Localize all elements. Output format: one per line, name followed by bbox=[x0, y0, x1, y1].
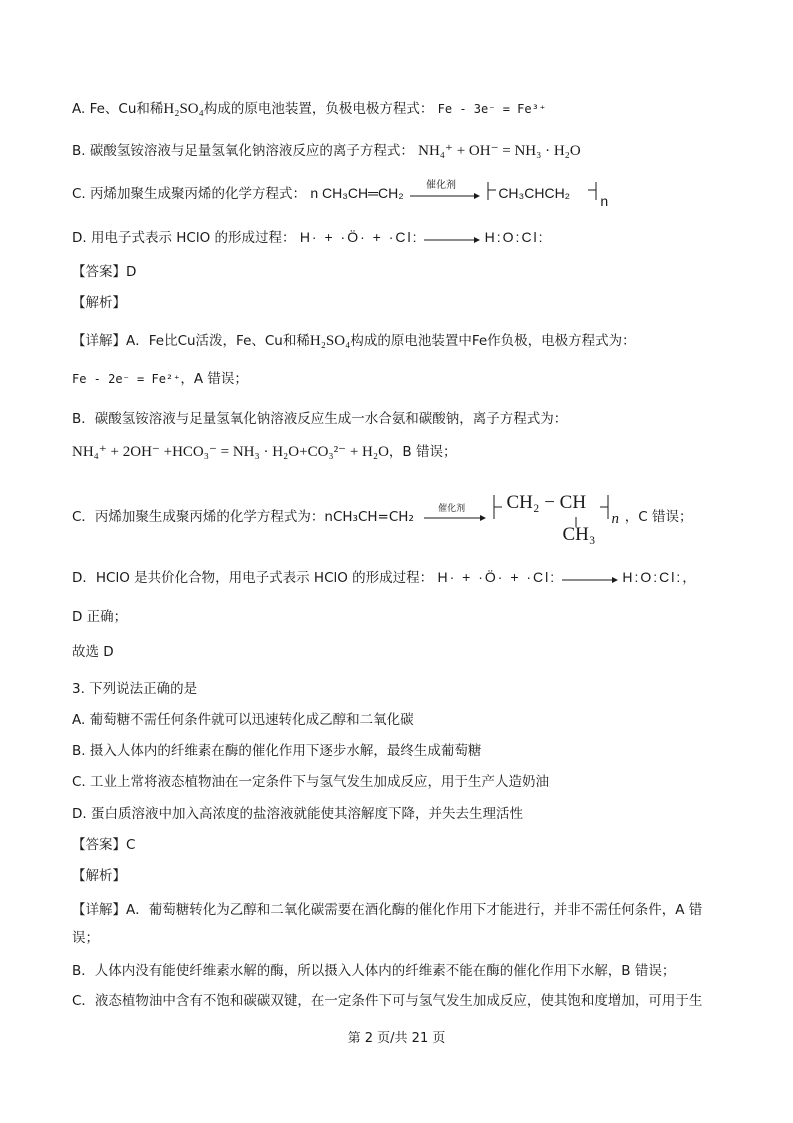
q3-question: 3. 下列说法正确的是 bbox=[72, 681, 198, 697]
option-c: C. 丙烯加聚生成聚丙烯的化学方程式： n CH₃CH═CH₂ 催化剂 CH₃CHCH₂ n bbox=[72, 182, 612, 206]
option-b: B. 碳酸氢铵溶液与足量氢氧化钠溶液反应的离子方程式： NH₄⁺ + OH⁻ = NH₃ · H₂O bbox=[72, 143, 581, 159]
detail-a-equation: Fe - 2e⁻ = Fe²⁺，A 错误； bbox=[72, 371, 248, 387]
q3-option-b: B. 摄入人体内的纤维素在酶的催化作用下逐步水解，最终生成葡萄糖 bbox=[72, 743, 482, 759]
equation-b: NH₄⁺ + OH⁻ = NH₃ · H₂O bbox=[418, 143, 581, 159]
detail-d-2: D 正确； bbox=[72, 609, 128, 625]
q3-detail-a2: 误； bbox=[72, 930, 99, 946]
detail-b-equation: NH₄⁺ + 2OH⁻ +HCO₃⁻ = NH₃ · H₂O+CO₃²⁻ + H₂O，B 错误； bbox=[72, 444, 457, 460]
q3-option-a: A. 葡萄糖不需任何条件就可以迅速转化成乙醇和二氧化碳 bbox=[72, 712, 414, 728]
option-a: A. Fe、Cu和稀H₂SO₄构成的原电池装置，负极电极方程式： Fe - 3e⁻ = Fe³⁺ bbox=[72, 101, 547, 117]
option-d: D. 用电子式表示 HClO 的形成过程： H· + ·Ö· + ·Cl: H:O:Cl: bbox=[72, 229, 545, 246]
q3-answer: 【答案】C bbox=[72, 837, 136, 853]
detail-a: 【详解】A．Fe比Cu活泼，Fe、Cu和稀H₂SO₄构成的原电池装置中Fe作负极，电极方程式为： bbox=[72, 333, 636, 349]
detail-b: B．碳酸氢铵溶液与足量氢氧化钠溶液反应生成一水合氨和碳酸钠，离子方程式为： bbox=[72, 411, 568, 427]
q3-option-d: D. 蛋白质溶液中加入高浓度的盐溶液就能使其溶解度下降，并失去生理活性 bbox=[72, 806, 523, 822]
polymer-structure: CH₂ − CH CH₃ n bbox=[490, 489, 620, 549]
equation-c-left: n CH₃CH═CH₂ bbox=[310, 185, 404, 201]
q3-detail-c: C．液态植物油中含有不饱和碳碳双键，在一定条件下可与氢气发生加成反应，使其饱和度增加，可用于生 bbox=[72, 993, 703, 1009]
arrow-d-2 bbox=[562, 572, 618, 584]
q3-option-c: C. 工业上常将液态植物油在一定条件下与氢气发生加成反应，用于生产人造奶油 bbox=[72, 774, 550, 790]
answer-label: 【答案】D bbox=[72, 264, 137, 280]
q3-analysis: 【解析】 bbox=[72, 868, 126, 884]
equation-a: Fe - 3e⁻ = Fe³⁺ bbox=[437, 102, 547, 116]
electron-formula-left: H· + ·Ö· + ·Cl: bbox=[299, 229, 425, 245]
catalyst-arrow: 催化剂 bbox=[408, 184, 480, 204]
catalyst-arrow-2: 催化剂 bbox=[418, 509, 486, 525]
page-footer: 第 2 页/共 21 页 bbox=[347, 1031, 446, 1046]
q3-detail-b: B．人体内没有能使纤维素水解的酶，所以摄入人体内的纤维素不能在酶的催化作用下水解，B 错误； bbox=[72, 963, 676, 979]
q3-detail-a1: 【详解】A．葡萄糖转化为乙醇和二氧化碳需要在酒化酶的催化作用下才能进行，并非不需任何条件，A 错 bbox=[72, 902, 703, 918]
arrow-d bbox=[424, 232, 480, 244]
polymer-c: CH₃CHCH₂ n bbox=[484, 182, 612, 206]
analysis-label: 【解析】 bbox=[72, 295, 126, 311]
electron-formula-right: H:O:Cl: bbox=[484, 229, 545, 245]
detail-c: C．丙烯加聚生成聚丙烯的化学方程式为：nCH₃CH=CH₂ 催化剂 CH₂ − CH CH₃ n ，C 错误； bbox=[72, 507, 692, 567]
detail-d: D．HClO 是共价化合物，用电子式表示 HClO 的形成过程： H· + ·Ö· + ·Cl: H:O:Cl:， bbox=[72, 569, 696, 586]
conclusion: 故选 D bbox=[72, 644, 114, 660]
